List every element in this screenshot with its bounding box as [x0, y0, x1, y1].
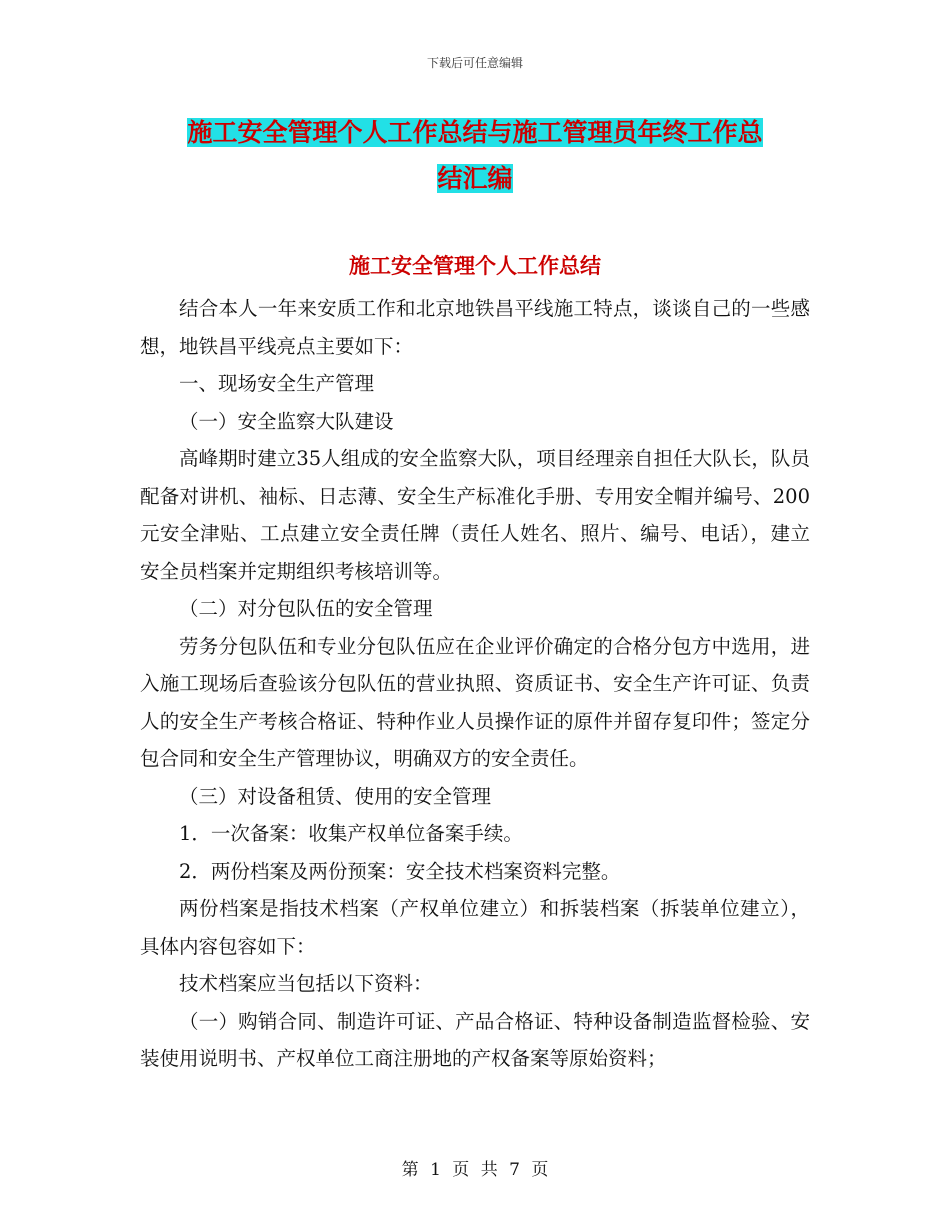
paragraph: （一）购销合同、制造许可证、产品合格证、特种设备制造监督检验、安装使用说明书、产权单位工商注册地的产权备案等原始资料； — [140, 1009, 810, 1070]
paragraph: 两份档案是指技术档案（产权单位建立）和拆装档案（拆装单位建立），具体内容包容如下： — [140, 897, 810, 958]
body-text — [140, 290, 810, 1078]
paragraph: 技术档案应当包括以下资料： — [179, 972, 433, 995]
document-title-line-1: 施工安全管理个人工作总结与施工管理员年终工作总 — [187, 118, 763, 147]
section-title: 施工安全管理个人工作总结 — [349, 254, 601, 278]
paragraph: 结合本人一年来安质工作和北京地铁昌平线施工特点，谈谈自己的一些感想，地铁昌平线亮点主要如下： — [140, 297, 810, 358]
document-title-line-2: 结汇编 — [437, 164, 513, 193]
paragraph: （二）对分包队伍的安全管理 — [179, 597, 433, 620]
page-footer: 第 1 页 共 7 页 — [401, 1160, 549, 1180]
document-title — [140, 110, 810, 202]
header-note: 下载后可任意编辑 — [426, 56, 523, 70]
paragraph: 1．一次备案：收集产权单位备案手续。 — [179, 822, 523, 845]
paragraph: 劳务分包队伍和专业分包队伍应在企业评价确定的合格分包方中选用，进入施工现场后查验该分包队伍的营业执照、资质证书、安全生产许可证、负责人的安全生产考核合格证、特种作业人员操作证的原件并留存复印件；签定分包合同和安全生产管理协议，明确双方的安全责任。 — [140, 634, 810, 770]
paragraph: 一、现场安全生产管理 — [179, 372, 375, 395]
paragraph: 2．两份档案及两份预案：安全技术档案资料完整。 — [179, 859, 621, 883]
paragraph: （一）安全监察大队建设 — [179, 409, 394, 433]
paragraph: 高峰期时建立35人组成的安全监察大队，项目经理亲自担任大队长，队员配备对讲机、袖标、日志薄、安全生产标准化手册、专用安全帽并编号、200元安全津贴、工点建立安全责任牌（责任人姓名、照片、编号、电话），建立安全员档案并定期组织考核培训等。 — [140, 447, 810, 583]
paragraph: （三）对设备租赁、使用的安全管理 — [179, 784, 492, 808]
